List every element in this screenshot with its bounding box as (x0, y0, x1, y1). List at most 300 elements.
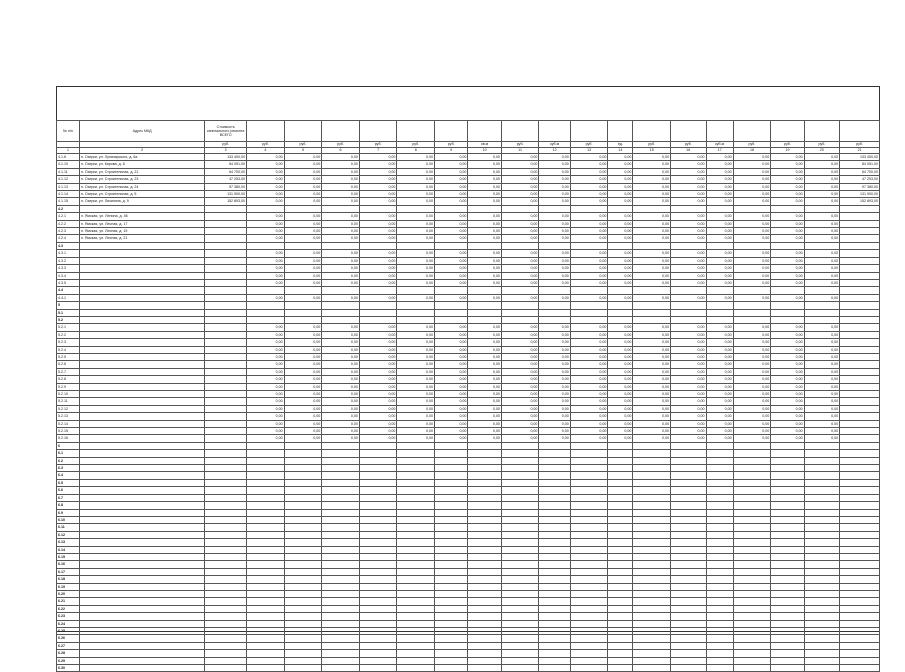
row-value: 0,00 (608, 198, 633, 205)
row-value (435, 531, 468, 538)
row-value (397, 568, 435, 575)
row-number: 6.16 (57, 561, 80, 568)
row-value: 0,00 (247, 361, 285, 368)
row-value: 0,00 (284, 331, 322, 338)
row-value (570, 598, 608, 605)
row-value: 0,00 (284, 376, 322, 383)
row-value (633, 309, 671, 316)
table-row (57, 376, 880, 383)
row-value (733, 650, 771, 657)
row-value: 0,00 (397, 220, 435, 227)
row-value: 0,00 (435, 391, 468, 398)
row-total (205, 524, 247, 531)
row-value: 0,00 (284, 435, 322, 442)
row-value: 0,00 (706, 413, 733, 420)
row-value: 0,00 (468, 191, 501, 198)
row-value: 0,00 (771, 213, 804, 220)
row-value (733, 642, 771, 649)
row-value (468, 568, 501, 575)
row-value: 0,00 (633, 420, 671, 427)
row-value (284, 457, 322, 464)
row-value (322, 553, 360, 560)
row-value (804, 516, 840, 523)
row-value: 0,00 (608, 272, 633, 279)
row-value (608, 309, 633, 316)
row-value: 0,00 (435, 324, 468, 331)
row-value: 0,00 (359, 154, 397, 161)
row-number: 4.3.1 (57, 250, 80, 257)
row-value (671, 457, 707, 464)
row-value: 0,00 (570, 213, 608, 220)
row-value (435, 287, 468, 294)
row-value (804, 657, 840, 664)
row-value: 0,00 (501, 279, 539, 286)
row-value (706, 650, 733, 657)
row-value: 0,00 (771, 398, 804, 405)
row-value (706, 479, 733, 486)
row-value: 0,00 (633, 413, 671, 420)
row-value (359, 316, 397, 323)
row-value (247, 472, 285, 479)
row-value: 0,00 (397, 213, 435, 220)
row-value: 0,00 (501, 176, 539, 183)
row-value (322, 487, 360, 494)
row-total (205, 324, 247, 331)
row-value: 0,00 (284, 383, 322, 390)
row-value: 0,00 (322, 353, 360, 360)
row-value (840, 665, 880, 672)
row-value (804, 316, 840, 323)
row-value (570, 457, 608, 464)
row-value: 0,00 (435, 294, 468, 301)
row-value (397, 442, 435, 449)
row-total (205, 628, 247, 635)
row-total (205, 494, 247, 501)
row-value (435, 494, 468, 501)
table-row (57, 346, 880, 353)
row-value (359, 650, 397, 657)
row-value: 0,00 (671, 339, 707, 346)
row-value: 0,00 (247, 398, 285, 405)
row-number: 5.2.9 (57, 383, 80, 390)
row-value: 0,00 (468, 168, 501, 175)
row-value: 0,00 (322, 331, 360, 338)
row-value (706, 561, 733, 568)
row-value (322, 494, 360, 501)
row-number: 5.2.6 (57, 361, 80, 368)
row-value (771, 494, 804, 501)
row-value (608, 590, 633, 597)
row-value: 0,00 (804, 383, 840, 390)
row-value (247, 242, 285, 249)
row-value (840, 635, 880, 642)
row-value (359, 665, 397, 672)
unit-cell: руб. (501, 142, 539, 148)
row-value (501, 487, 539, 494)
row-value: 0,00 (539, 191, 570, 198)
row-value (284, 590, 322, 597)
row-value (840, 228, 880, 235)
row-number: 6 (57, 442, 80, 449)
row-value (733, 628, 771, 635)
row-value: 0,00 (501, 391, 539, 398)
row-value (284, 642, 322, 649)
row-value: 0,00 (322, 228, 360, 235)
row-value (247, 665, 285, 672)
table-row (57, 220, 880, 227)
row-value (633, 524, 671, 531)
row-value (633, 583, 671, 590)
row-value: 0,00 (539, 161, 570, 168)
row-total (205, 635, 247, 642)
row-value: 0,00 (633, 435, 671, 442)
row-value (247, 576, 285, 583)
row-value: 0,00 (539, 198, 570, 205)
row-value (633, 502, 671, 509)
row-number: 6.10 (57, 516, 80, 523)
row-value: 0,00 (501, 376, 539, 383)
row-value (247, 205, 285, 212)
row-value (733, 487, 771, 494)
row-value (733, 568, 771, 575)
row-value (840, 598, 880, 605)
row-value: 0,00 (706, 220, 733, 227)
row-value: 0,00 (247, 265, 285, 272)
row-value: 0,00 (247, 331, 285, 338)
row-value: 0,00 (359, 376, 397, 383)
row-value (397, 502, 435, 509)
row-value (570, 605, 608, 612)
row-value (671, 524, 707, 531)
row-value: 0,00 (771, 368, 804, 375)
row-address (79, 272, 204, 279)
row-value (284, 605, 322, 612)
row-value (468, 287, 501, 294)
row-value: 0,00 (397, 353, 435, 360)
row-value (247, 539, 285, 546)
row-value: 0,00 (633, 161, 671, 168)
row-value (435, 472, 468, 479)
row-value (804, 605, 840, 612)
row-value: 0,00 (771, 294, 804, 301)
row-total: 97 380,00 (205, 183, 247, 190)
row-value: 0,00 (608, 398, 633, 405)
row-value: 0,00 (570, 154, 608, 161)
index-cell: 17 (706, 148, 733, 154)
row-value (359, 309, 397, 316)
row-value (359, 598, 397, 605)
row-value (771, 635, 804, 642)
row-value: 0,00 (501, 405, 539, 412)
row-value (397, 457, 435, 464)
row-address (79, 420, 204, 427)
row-value: 0,00 (435, 235, 468, 242)
row-value (671, 531, 707, 538)
row-value: 0,00 (359, 250, 397, 257)
row-value (359, 450, 397, 457)
row-value: 0,00 (284, 294, 322, 301)
row-number: 6.3 (57, 465, 80, 472)
row-value: 64 700,00 (840, 168, 880, 175)
row-value (284, 450, 322, 457)
row-value (771, 442, 804, 449)
row-value: 0,00 (539, 250, 570, 257)
row-address (79, 361, 204, 368)
row-value (435, 605, 468, 612)
row-value: 0,00 (359, 428, 397, 435)
row-value: 0,00 (501, 353, 539, 360)
row-value: 0,00 (671, 435, 707, 442)
row-value (771, 605, 804, 612)
row-value (247, 457, 285, 464)
row-value (840, 420, 880, 427)
row-value: 0,00 (706, 324, 733, 331)
row-value (501, 450, 539, 457)
row-number: 4.3.2 (57, 257, 80, 264)
row-value: 0,00 (706, 361, 733, 368)
row-value: 0,00 (608, 346, 633, 353)
row-value: 0,00 (468, 346, 501, 353)
row-value (706, 605, 733, 612)
row-value (733, 242, 771, 249)
row-value: 0,00 (435, 272, 468, 279)
row-value: 0,00 (539, 339, 570, 346)
row-number: 5.2.7 (57, 368, 80, 375)
row-value: 0,00 (733, 279, 771, 286)
row-value (322, 509, 360, 516)
row-total (205, 228, 247, 235)
row-value (539, 613, 570, 620)
row-value (247, 516, 285, 523)
row-value (284, 598, 322, 605)
row-value (608, 665, 633, 672)
row-value (397, 479, 435, 486)
row-value (804, 650, 840, 657)
row-value: 0,00 (397, 346, 435, 353)
row-address (79, 294, 204, 301)
row-value (468, 465, 501, 472)
row-address (79, 539, 204, 546)
row-address (79, 531, 204, 538)
row-total (205, 465, 247, 472)
row-total (205, 650, 247, 657)
row-value (247, 479, 285, 486)
row-value (435, 613, 468, 620)
row-value (359, 553, 397, 560)
row-value: 0,00 (608, 220, 633, 227)
row-value (804, 553, 840, 560)
index-cell: 18 (733, 148, 771, 154)
row-value (501, 553, 539, 560)
index-cell: 19 (771, 148, 804, 154)
row-value: 0,00 (284, 191, 322, 198)
row-value: 0,00 (539, 368, 570, 375)
row-value: 0,00 (397, 183, 435, 190)
row-value: 0,00 (322, 435, 360, 442)
row-total (205, 309, 247, 316)
row-value: 0,00 (359, 272, 397, 279)
row-value (706, 598, 733, 605)
row-value: 0,00 (468, 250, 501, 257)
row-value: 0,00 (733, 413, 771, 420)
row-value: 0,00 (633, 294, 671, 301)
row-total (205, 287, 247, 294)
row-value: 0,00 (359, 265, 397, 272)
row-value (733, 494, 771, 501)
row-value (501, 628, 539, 635)
row-value (397, 287, 435, 294)
row-value (570, 516, 608, 523)
row-value: 0,00 (247, 405, 285, 412)
row-value: 0,00 (322, 391, 360, 398)
row-value: 0,00 (733, 183, 771, 190)
row-value (397, 665, 435, 672)
row-value: 0,00 (539, 265, 570, 272)
row-value: 0,00 (570, 176, 608, 183)
row-address (79, 553, 204, 560)
row-value (706, 472, 733, 479)
row-total (205, 598, 247, 605)
unit-cell: кв.м (468, 142, 501, 148)
index-cell: 15 (633, 148, 671, 154)
row-value (706, 539, 733, 546)
row-value (468, 242, 501, 249)
row-address (79, 428, 204, 435)
row-value: 0,00 (435, 398, 468, 405)
row-value: 0,00 (633, 346, 671, 353)
row-value (633, 472, 671, 479)
row-value (608, 302, 633, 309)
row-value (671, 665, 707, 672)
row-value (608, 487, 633, 494)
row-value: 0,00 (539, 413, 570, 420)
row-value (570, 642, 608, 649)
row-value: 0,00 (804, 250, 840, 257)
row-value: 0,00 (501, 420, 539, 427)
row-value: 0,00 (284, 361, 322, 368)
index-cell: 20 (804, 148, 840, 154)
row-value: 0,00 (733, 250, 771, 257)
row-value: 0,00 (570, 198, 608, 205)
row-value (804, 568, 840, 575)
row-value: 0,00 (570, 353, 608, 360)
row-value (501, 561, 539, 568)
row-total (205, 331, 247, 338)
row-value (322, 479, 360, 486)
row-value: 84 051,00 (840, 161, 880, 168)
row-value: 0,00 (771, 353, 804, 360)
row-value (706, 590, 733, 597)
row-value: 0,00 (359, 294, 397, 301)
row-value: 0,00 (706, 339, 733, 346)
row-value (804, 583, 840, 590)
row-number: 6.26 (57, 635, 80, 642)
index-cell: 16 (671, 148, 707, 154)
row-value (468, 442, 501, 449)
row-address (79, 650, 204, 657)
row-value (322, 590, 360, 597)
row-value (771, 450, 804, 457)
row-value (284, 613, 322, 620)
row-value (840, 361, 880, 368)
row-value (247, 635, 285, 642)
row-total (205, 450, 247, 457)
row-value: 0,00 (671, 428, 707, 435)
row-value: 0,00 (570, 183, 608, 190)
row-value: 0,00 (733, 376, 771, 383)
row-value (706, 442, 733, 449)
row-value: 0,00 (247, 220, 285, 227)
row-value (840, 650, 880, 657)
row-value (771, 598, 804, 605)
index-cell: 9 (435, 148, 468, 154)
row-address (79, 457, 204, 464)
row-value (501, 539, 539, 546)
row-value (733, 465, 771, 472)
row-value (733, 598, 771, 605)
row-value (284, 494, 322, 501)
row-value (840, 316, 880, 323)
row-value (608, 531, 633, 538)
row-value: 0,00 (322, 235, 360, 242)
row-value (359, 287, 397, 294)
index-cell: 1 (57, 148, 80, 154)
row-value: 0,00 (570, 294, 608, 301)
row-value: 0,00 (322, 183, 360, 190)
row-value (247, 524, 285, 531)
row-number: 6.28 (57, 650, 80, 657)
row-value: 0,00 (359, 435, 397, 442)
row-number: 6.12 (57, 531, 80, 538)
row-value (284, 620, 322, 627)
row-value (771, 590, 804, 597)
row-address (79, 657, 204, 664)
row-value (570, 524, 608, 531)
row-value (435, 657, 468, 664)
row-value: 0,00 (539, 428, 570, 435)
row-value (840, 583, 880, 590)
row-address (79, 524, 204, 531)
row-value: 0,00 (771, 331, 804, 338)
row-value (840, 516, 880, 523)
row-value (771, 479, 804, 486)
row-value (284, 502, 322, 509)
row-value: 97 380,00 (840, 183, 880, 190)
index-cell: 6 (322, 148, 360, 154)
row-value (570, 628, 608, 635)
row-address (79, 487, 204, 494)
row-value: 0,00 (608, 383, 633, 390)
row-value (247, 650, 285, 657)
row-value (706, 531, 733, 538)
row-value: 0,00 (804, 391, 840, 398)
row-number: 6.20 (57, 590, 80, 597)
row-value (608, 524, 633, 531)
row-value (804, 620, 840, 627)
row-value (468, 457, 501, 464)
row-value: 0,00 (284, 198, 322, 205)
row-value (733, 479, 771, 486)
row-address (79, 479, 204, 486)
row-total (205, 353, 247, 360)
row-value: 0,00 (733, 228, 771, 235)
row-value (247, 309, 285, 316)
row-value: 0,00 (608, 294, 633, 301)
row-value: 0,00 (397, 265, 435, 272)
row-value: 0,00 (435, 339, 468, 346)
row-number: 4.4.1 (57, 294, 80, 301)
header-no: № п/п (57, 121, 80, 142)
